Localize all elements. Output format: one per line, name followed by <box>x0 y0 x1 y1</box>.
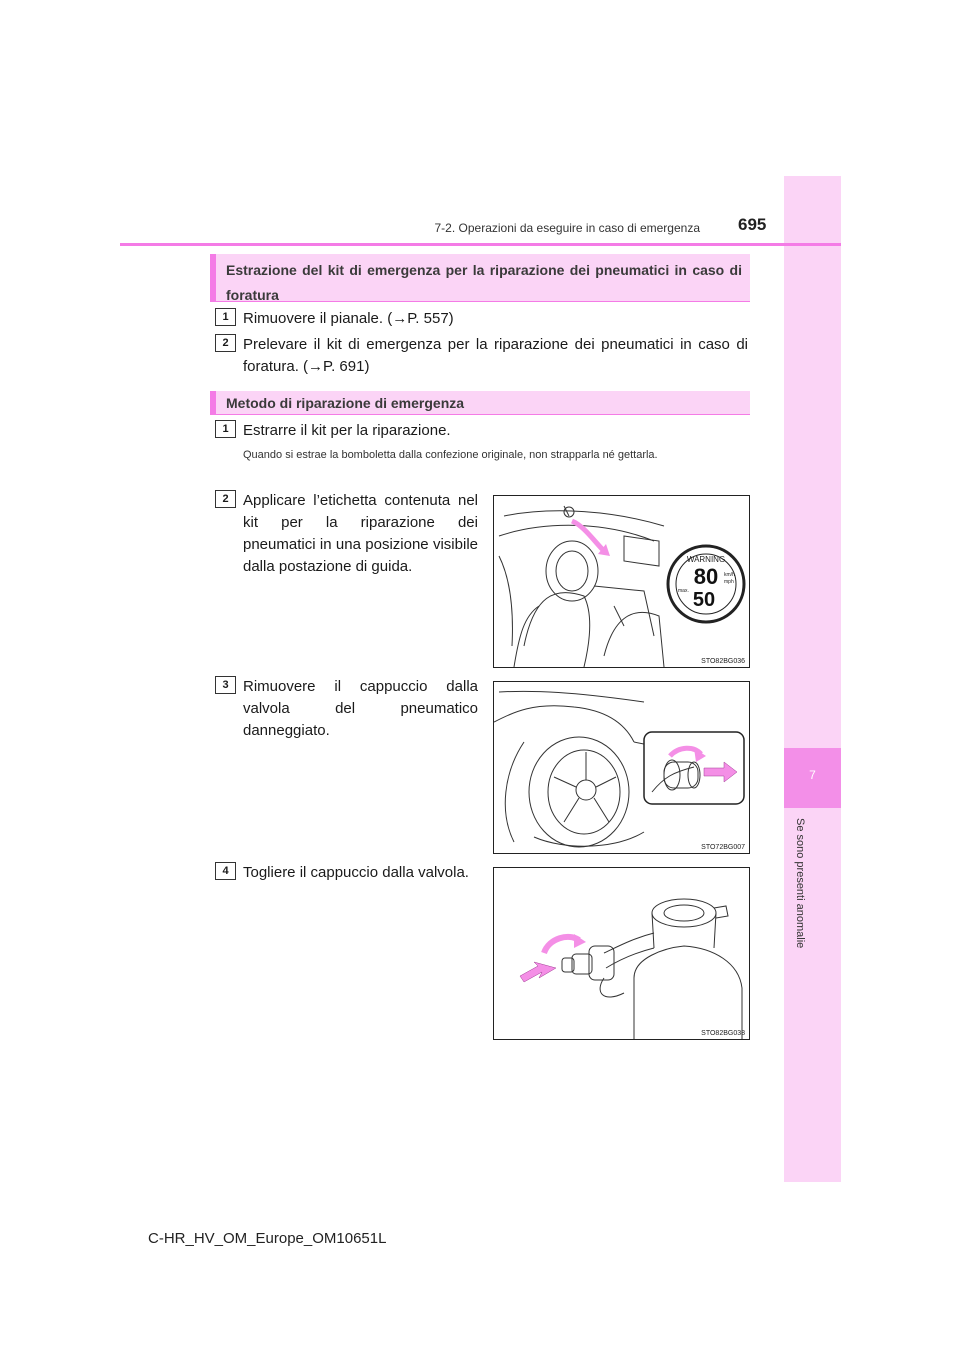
header-section-title: 7-2. Operazioni da eseguire in caso di emergenza <box>434 221 700 235</box>
label-unit-mph: mph <box>724 579 734 585</box>
section-heading-repair-method: Metodo di riparazione di emergenza <box>210 391 750 415</box>
step-text: Prelevare il kit di emergenza per la riparazione dei pneumatici in caso di foratura. (→P. 691) <box>243 336 748 375</box>
step-text: Rimuovere il pianale. (→P. 557) <box>243 310 454 327</box>
chapter-side-tab <box>784 176 841 1182</box>
figure-code: STO82BG036 <box>701 658 745 665</box>
step-text: Applicare l’etichetta contenuta nel kit per la riparazione dei pneumatici in una posizione visibile dalla postazione di guida. <box>243 492 478 575</box>
car-interior-illustration <box>494 496 749 667</box>
document-id: C-HR_HV_OM_Europe_OM10651L <box>148 1230 387 1247</box>
chapter-title: Se sono presenti anomalie <box>794 818 806 949</box>
label-speed-kmh: 80 <box>693 564 719 589</box>
step-text: Rimuovere il cappuccio dalla valvola del pneumatico danneggiato. <box>243 678 478 739</box>
step-number: 4 <box>215 862 236 880</box>
warning-label-icon <box>668 546 744 622</box>
sealant-bottle-illustration <box>494 868 749 1039</box>
label-warning-text: WARNING <box>686 555 726 564</box>
figure-code: STO82BG038 <box>701 1030 745 1037</box>
step-note: Quando si estrae la bomboletta dalla confezione originale, non strapparla né gettarla. <box>243 449 658 461</box>
section-heading-extraction: Estrazione del kit di emergenza per la riparazione dei pneumatici in caso di foratura <box>210 254 750 302</box>
figure-label-placement <box>493 495 750 668</box>
step-number: 1 <box>215 308 236 326</box>
step-number: 1 <box>215 420 236 438</box>
tire-valve-illustration <box>494 682 749 853</box>
header-rule <box>120 243 841 246</box>
figure-code: STO72BG007 <box>701 844 745 851</box>
label-speed-mph: 50 <box>692 589 716 611</box>
figure-bottle-valve-cap <box>493 867 750 1040</box>
label-max: max. <box>678 588 689 594</box>
step-number: 3 <box>215 676 236 694</box>
page-number: 695 <box>738 215 767 234</box>
step-number: 2 <box>215 490 236 508</box>
label-unit-kmh: km/h <box>724 572 735 578</box>
chapter-number: 7 <box>809 768 816 782</box>
step-number: 2 <box>215 334 236 352</box>
step-text: Estrarre il kit per la riparazione. <box>243 422 451 439</box>
figure-valve-cap-tire <box>493 681 750 854</box>
step-text: Togliere il cappuccio dalla valvola. <box>243 864 469 881</box>
